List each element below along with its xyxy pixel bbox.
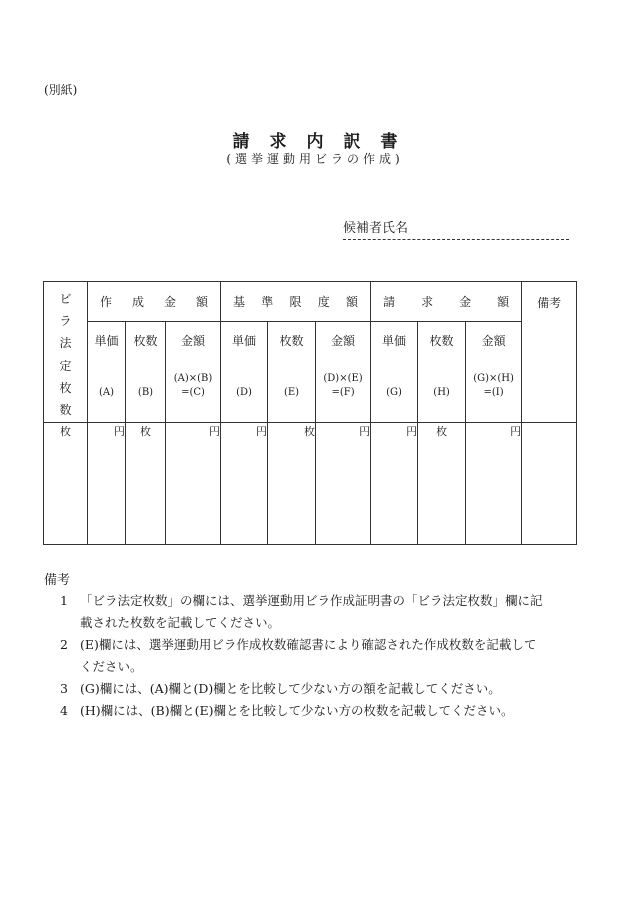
legal-count-char: ラ	[59, 314, 72, 329]
col-header: 金額 (D)×(E) =(F)	[316, 322, 371, 423]
table-cell[interactable]: 円	[371, 423, 418, 545]
remark-item: 1 「ビラ法定枚数」の欄には、選挙運動用ビラ作成証明書の「ビラ法定枚数」欄に記 載された枚数を記載してください。	[60, 593, 543, 630]
legal-count-char: 定	[59, 358, 72, 373]
col-header: 金額 (A)×(B) =(C)	[166, 322, 221, 423]
table-cell[interactable]: 円	[316, 423, 371, 545]
remarks-header: 備考	[522, 282, 577, 423]
col-header: 枚数 (B)	[126, 322, 166, 423]
group-header-claim: 請求金額	[371, 282, 522, 322]
col-header: 単価 (G)	[371, 322, 418, 423]
table-cell[interactable]: 円	[88, 423, 126, 545]
remark-item: 3 (G)欄には、(A)欄と(D)欄とを比較して少ない方の額を記載してください。	[60, 681, 501, 696]
attachment-label: (別紙)	[44, 83, 78, 97]
legal-count-char: 数	[59, 402, 72, 417]
remark-item: 2 (E)欄には、選挙運動用ビラ作成枚数確認書により確認された作成枚数を記載して ください。	[60, 637, 537, 674]
table-cell-remarks[interactable]	[522, 423, 577, 545]
group-header-limit: 基準限度額	[221, 282, 371, 322]
table-cell[interactable]: 円	[221, 423, 268, 545]
table-cell[interactable]: 枚	[418, 423, 466, 545]
col-header: 単価 (D)	[221, 322, 268, 423]
legal-count-header	[44, 282, 88, 423]
table-cell[interactable]: 枚	[126, 423, 166, 545]
table-cell[interactable]: 円	[166, 423, 221, 545]
table-cell[interactable]: 枚	[44, 423, 88, 545]
legal-count-char: 法	[59, 336, 72, 351]
legal-count-char: ビ	[59, 292, 72, 306]
table-cell[interactable]: 円	[466, 423, 522, 545]
candidate-name-field[interactable]	[343, 239, 569, 240]
table-cell[interactable]: 枚	[268, 423, 316, 545]
col-header: 枚数 (H)	[418, 322, 466, 423]
legal-count-char: 枚	[59, 380, 72, 395]
remarks-heading: 備考	[44, 573, 71, 588]
candidate-name-label: 候補者氏名	[343, 221, 409, 236]
col-header: 金額 (G)×(H) =(I)	[466, 322, 522, 423]
page-subtitle: (選挙運動用ビラの作成)	[226, 152, 404, 166]
col-header: 枚数 (E)	[268, 322, 316, 423]
page-title: 請求内訳書	[232, 132, 418, 152]
col-header: 単価 (A)	[88, 322, 126, 423]
group-header-production: 作成金額	[88, 282, 221, 322]
remark-item: 4 (H)欄には、(B)欄と(E)欄とを比較して少ない方の枚数を記載してください。	[60, 703, 514, 718]
invoice-breakdown-table	[43, 281, 577, 545]
